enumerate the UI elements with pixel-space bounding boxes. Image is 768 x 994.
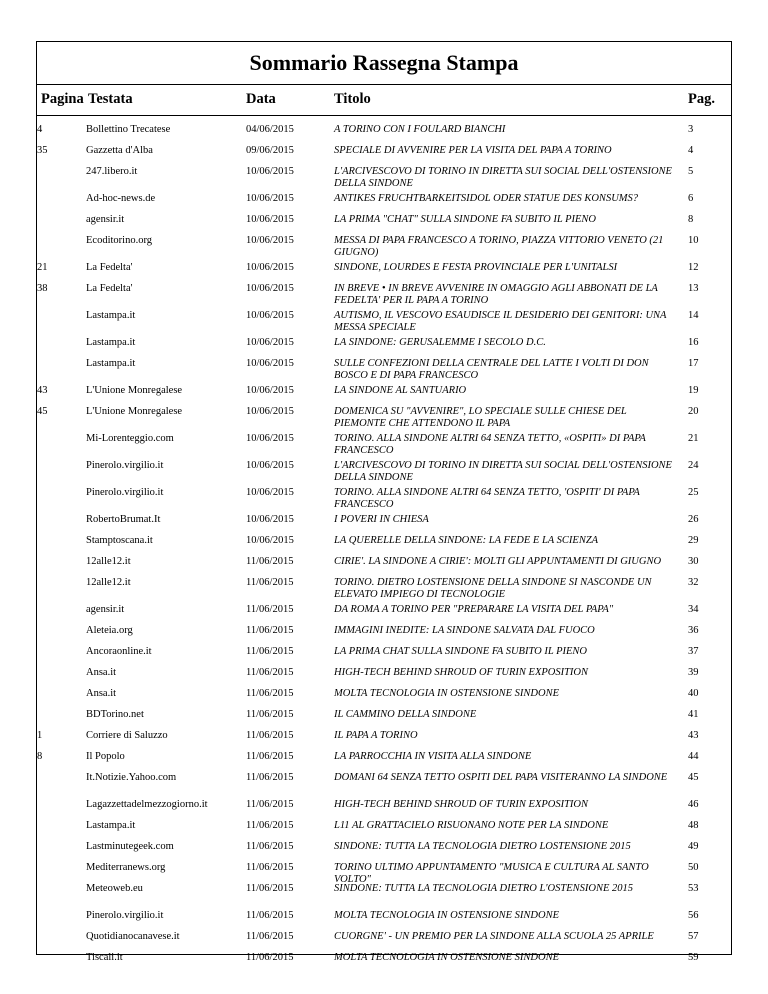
data-cell: 11/06/2015: [246, 577, 294, 588]
pagina-cell: 38: [37, 283, 48, 294]
testata-cell: BDTorino.net: [86, 709, 144, 720]
testata-cell: Lastminutegeek.com: [86, 841, 174, 852]
pag-cell: 21: [688, 433, 699, 444]
titolo-cell: MOLTA TECNOLOGIA IN OSTENSIONE SINDONE: [334, 952, 559, 963]
titolo-cell: L11 AL GRATTACIELO RISUONANO NOTE PER LA SINDONE: [334, 820, 609, 831]
data-cell: 10/06/2015: [246, 535, 294, 546]
pag-cell: 50: [688, 862, 699, 873]
testata-cell: Lastampa.it: [86, 310, 136, 321]
pagina-cell: 45: [37, 406, 48, 417]
header-testata: Testata: [88, 91, 133, 107]
titolo-cell: SINDONE: TUTTA LA TECNOLOGIA DIETRO LOSTENSIONE 2015: [334, 841, 631, 852]
titolo-cell: LA PRIMA "CHAT" SULLA SINDONE FA SUBITO IL PIENO: [334, 214, 597, 225]
testata-cell: Gazzetta d'Alba: [86, 145, 153, 156]
testata-cell: Ad-hoc-news.de: [86, 193, 156, 204]
titolo-cell: L'ARCIVESCOVO DI TORINO IN DIRETTA SUI SOCIAL DELL'OSTENSIONE DELLA SINDONE: [334, 460, 672, 483]
pag-cell: 49: [688, 841, 699, 852]
pag-cell: 43: [688, 730, 699, 741]
titolo-cell: MOLTA TECNOLOGIA IN OSTENSIONE SINDONE: [334, 688, 559, 699]
testata-cell: L'Unione Monregalese: [86, 406, 183, 417]
data-cell: 11/06/2015: [246, 646, 294, 657]
data-cell: 10/06/2015: [246, 235, 294, 246]
data-cell: 11/06/2015: [246, 625, 294, 636]
pag-cell: 12: [688, 262, 699, 273]
testata-cell: Meteoweb.eu: [86, 883, 143, 894]
testata-cell: Corriere di Saluzzo: [86, 730, 168, 741]
titolo-cell: TORINO. ALLA SINDONE ALTRI 64 SENZA TETTO, 'OSPITI' DI PAPA FRANCESCO: [334, 487, 640, 510]
titolo-cell: SINDONE, LOURDES E FESTA PROVINCIALE PER L'UNITALSI: [334, 262, 618, 273]
pag-cell: 8: [688, 214, 694, 225]
titolo-cell: DA ROMA A TORINO PER "PREPARARE LA VISITA DEL PAPA": [334, 604, 614, 615]
pag-cell: 45: [688, 772, 699, 783]
pagina-cell: 43: [37, 385, 48, 396]
titolo-cell: TORINO ULTIMO APPUNTAMENTO "MUSICA E CULTURA AL SANTO VOLTO": [334, 862, 649, 885]
pag-cell: 25: [688, 487, 699, 498]
summary-frame: [36, 41, 732, 963]
testata-cell: Lastampa.it: [86, 337, 136, 348]
testata-cell: agensir.it: [86, 214, 125, 225]
header-data: Data: [246, 91, 276, 107]
titolo-cell: CIRIE'. LA SINDONE A CIRIE': MOLTI GLI APPUNTAMENTI DI GIUGNO: [334, 556, 662, 567]
titolo-cell: CUORGNE' - UN PREMIO PER LA SINDONE ALLA SCUOLA 25 APRILE: [334, 931, 654, 942]
titolo-cell: MOLTA TECNOLOGIA IN OSTENSIONE SINDONE: [334, 910, 559, 921]
pag-cell: 17: [688, 358, 699, 369]
titolo-cell: IL PAPA A TORINO: [334, 730, 418, 741]
testata-cell: Ecoditorino.org: [86, 235, 153, 246]
data-cell: 10/06/2015: [246, 460, 294, 471]
pag-cell: 57: [688, 931, 699, 942]
testata-cell: Ansa.it: [86, 688, 117, 699]
pag-cell: 24: [688, 460, 699, 471]
pag-cell: 3: [688, 124, 694, 135]
testata-cell: Bollettino Trecatese: [86, 124, 171, 135]
testata-cell: agensir.it: [86, 604, 125, 615]
pagina-cell: 1: [37, 730, 43, 741]
data-cell: 11/06/2015: [246, 604, 294, 615]
data-cell: 11/06/2015: [246, 883, 294, 894]
data-cell: 10/06/2015: [246, 514, 294, 525]
pag-cell: 4: [688, 145, 694, 156]
titolo-cell: HIGH-TECH BEHIND SHROUD OF TURIN EXPOSITION: [334, 667, 589, 678]
testata-cell: Pinerolo.virgilio.it: [86, 910, 164, 921]
titolo-cell: LA PARROCCHIA IN VISITA ALLA SINDONE: [334, 751, 532, 762]
pag-cell: 46: [688, 799, 699, 810]
pag-cell: 39: [688, 667, 699, 678]
data-cell: 09/06/2015: [246, 145, 294, 156]
titolo-cell: LA SINDONE: GERUSALEMME I SECOLO D.C.: [334, 337, 546, 348]
testata-cell: Mi-Lorenteggio.com: [86, 433, 174, 444]
testata-cell: 12alle12.it: [86, 556, 131, 567]
pag-cell: 29: [688, 535, 699, 546]
data-cell: 10/06/2015: [246, 433, 294, 444]
titolo-cell: I POVERI IN CHIESA: [334, 514, 429, 525]
pag-cell: 48: [688, 820, 699, 831]
pag-cell: 53: [688, 883, 699, 894]
pag-cell: 5: [688, 166, 694, 177]
pag-cell: 36: [688, 625, 699, 636]
titolo-cell: HIGH-TECH BEHIND SHROUD OF TURIN EXPOSITION: [334, 799, 589, 810]
pag-cell: 19: [688, 385, 699, 396]
header-pag: Pag.: [688, 91, 715, 107]
testata-cell: L'Unione Monregalese: [86, 385, 183, 396]
pagina-cell: 4: [37, 124, 43, 135]
pag-cell: 37: [688, 646, 699, 657]
titolo-cell: DOMENICA SU "AVVENIRE", LO SPECIALE SULLE CHIESE DEL PIEMONTE CHE ATTENDONO IL PAPA: [334, 406, 627, 429]
testata-cell: La Fedelta': [86, 262, 133, 273]
data-cell: 10/06/2015: [246, 358, 294, 369]
testata-cell: 12alle12.it: [86, 577, 131, 588]
titolo-cell: LA PRIMA CHAT SULLA SINDONE FA SUBITO IL PIENO: [334, 646, 588, 657]
data-cell: 10/06/2015: [246, 487, 294, 498]
pag-cell: 10: [688, 235, 699, 246]
header-pagina: Pagina: [41, 91, 84, 107]
testata-cell: Ansa.it: [86, 667, 117, 678]
testata-cell: Pinerolo.virgilio.it: [86, 460, 164, 471]
pag-cell: 20: [688, 406, 699, 417]
header-titolo: Titolo: [334, 91, 371, 107]
data-cell: 11/06/2015: [246, 556, 294, 567]
pag-cell: 26: [688, 514, 699, 525]
testata-cell: Lastampa.it: [86, 358, 136, 369]
data-cell: 10/06/2015: [246, 406, 294, 417]
titolo-cell: TORINO. ALLA SINDONE ALTRI 64 SENZA TETTO, «OSPITI» DI PAPA FRANCESCO: [334, 433, 646, 456]
testata-cell: Pinerolo.virgilio.it: [86, 487, 164, 498]
page-title: Sommario Rassegna Stampa: [249, 50, 519, 75]
titolo-cell: ANTIKES FRUCHTBARKEITSIDOL ODER STATUE DES KONSUMS?: [334, 193, 639, 204]
pag-cell: 34: [688, 604, 699, 615]
data-cell: 10/06/2015: [246, 310, 294, 321]
data-cell: 10/06/2015: [246, 337, 294, 348]
pag-cell: 14: [688, 310, 699, 321]
data-cell: 11/06/2015: [246, 751, 294, 762]
data-cell: 11/06/2015: [246, 799, 294, 810]
data-cell: 11/06/2015: [246, 841, 294, 852]
pagina-cell: 8: [37, 751, 43, 762]
titolo-cell: IMMAGINI INEDITE: LA SINDONE SALVATA DAL FUOCO: [334, 625, 595, 636]
titolo-cell: IL CAMMINO DELLA SINDONE: [334, 709, 477, 720]
testata-cell: Aleteia.org: [86, 625, 133, 636]
titolo-cell: L'ARCIVESCOVO DI TORINO IN DIRETTA SUI SOCIAL DELL'OSTENSIONE DELLA SINDONE: [334, 166, 672, 189]
pag-cell: 16: [688, 337, 699, 348]
titolo-cell: LA SINDONE AL SANTUARIO: [334, 385, 467, 396]
data-cell: 10/06/2015: [246, 262, 294, 273]
pag-cell: 44: [688, 751, 699, 762]
testata-cell: Stamptoscana.it: [86, 535, 153, 546]
pag-cell: 30: [688, 556, 699, 567]
pag-cell: 40: [688, 688, 699, 699]
pag-cell: 6: [688, 193, 694, 204]
testata-cell: Quotidianocanavese.it: [86, 931, 180, 942]
testata-cell: Lagazzettadelmezzogiorno.it: [86, 799, 208, 810]
data-cell: 11/06/2015: [246, 688, 294, 699]
data-cell: 11/06/2015: [246, 667, 294, 678]
pag-cell: 56: [688, 910, 699, 921]
data-cell: 04/06/2015: [246, 124, 294, 135]
titolo-cell: SINDONE: TUTTA LA TECNOLOGIA DIETRO L'OSTENSIONE 2015: [334, 883, 634, 894]
testata-cell: Il Popolo: [86, 751, 125, 762]
pag-cell: 59: [688, 952, 699, 963]
data-cell: 11/06/2015: [246, 862, 294, 873]
titolo-cell: TORINO. DIETRO LOSTENSIONE DELLA SINDONE SI NASCONDE UN ELEVATO IMPIEGO DI TECNOLOGIE: [334, 577, 652, 600]
data-cell: 11/06/2015: [246, 820, 294, 831]
testata-cell: It.Notizie.Yahoo.com: [86, 772, 177, 783]
testata-cell: Ancoraonline.it: [86, 646, 152, 657]
data-cell: 10/06/2015: [246, 193, 294, 204]
testata-cell: Mediterranews.org: [86, 862, 166, 873]
testata-cell: RobertoBrumat.It: [86, 514, 161, 525]
titolo-cell: LA QUERELLE DELLA SINDONE: LA FEDE E LA SCIENZA: [334, 535, 599, 546]
testata-cell: Tiscali.it: [86, 952, 123, 963]
testata-cell: La Fedelta': [86, 283, 133, 294]
titolo-cell: MESSA DI PAPA FRANCESCO A TORINO, PIAZZA VITTORIO VENETO (21 GIUGNO): [334, 235, 664, 258]
titolo-cell: AUTISMO, IL VESCOVO ESAUDISCE IL DESIDERIO DEI GENITORI: UNA MESSA SPECIALE: [334, 310, 667, 333]
pag-cell: 32: [688, 577, 699, 588]
testata-cell: 247.libero.it: [86, 166, 138, 177]
titolo-cell: SPECIALE DI AVVENIRE PER LA VISITA DEL PAPA A TORINO: [334, 145, 612, 156]
data-cell: 10/06/2015: [246, 283, 294, 294]
table-header: [37, 89, 731, 116]
titolo-cell: DOMANI 64 SENZA TETTO OSPITI DEL PAPA VISITERANNO LA SINDONE: [334, 772, 668, 783]
data-cell: 11/06/2015: [246, 931, 294, 942]
titolo-cell: A TORINO CON I FOULARD BIANCHI: [334, 124, 506, 135]
data-cell: 10/06/2015: [246, 166, 294, 177]
data-cell: 10/06/2015: [246, 385, 294, 396]
data-cell: 10/06/2015: [246, 214, 294, 225]
pag-cell: 41: [688, 709, 699, 720]
data-cell: 11/06/2015: [246, 709, 294, 720]
data-cell: 11/06/2015: [246, 772, 294, 783]
title-box: [37, 42, 731, 85]
testata-cell: Lastampa.it: [86, 820, 136, 831]
titolo-cell: SULLE CONFEZIONI DELLA CENTRALE DEL LATTE I VOLTI DI DON BOSCO E DI PAPA FRANCESCO: [334, 358, 649, 381]
pagina-cell: 35: [37, 145, 48, 156]
data-cell: 11/06/2015: [246, 730, 294, 741]
pagina-cell: 21: [37, 262, 48, 273]
data-cell: 11/06/2015: [246, 910, 294, 921]
data-cell: 11/06/2015: [246, 952, 294, 963]
titolo-cell: IN BREVE • IN BREVE AVVENIRE IN OMAGGIO AGLI ABBONATI DE LA FEDELTA' PER IL PAPA A TORINO: [334, 283, 658, 306]
pag-cell: 13: [688, 283, 699, 294]
